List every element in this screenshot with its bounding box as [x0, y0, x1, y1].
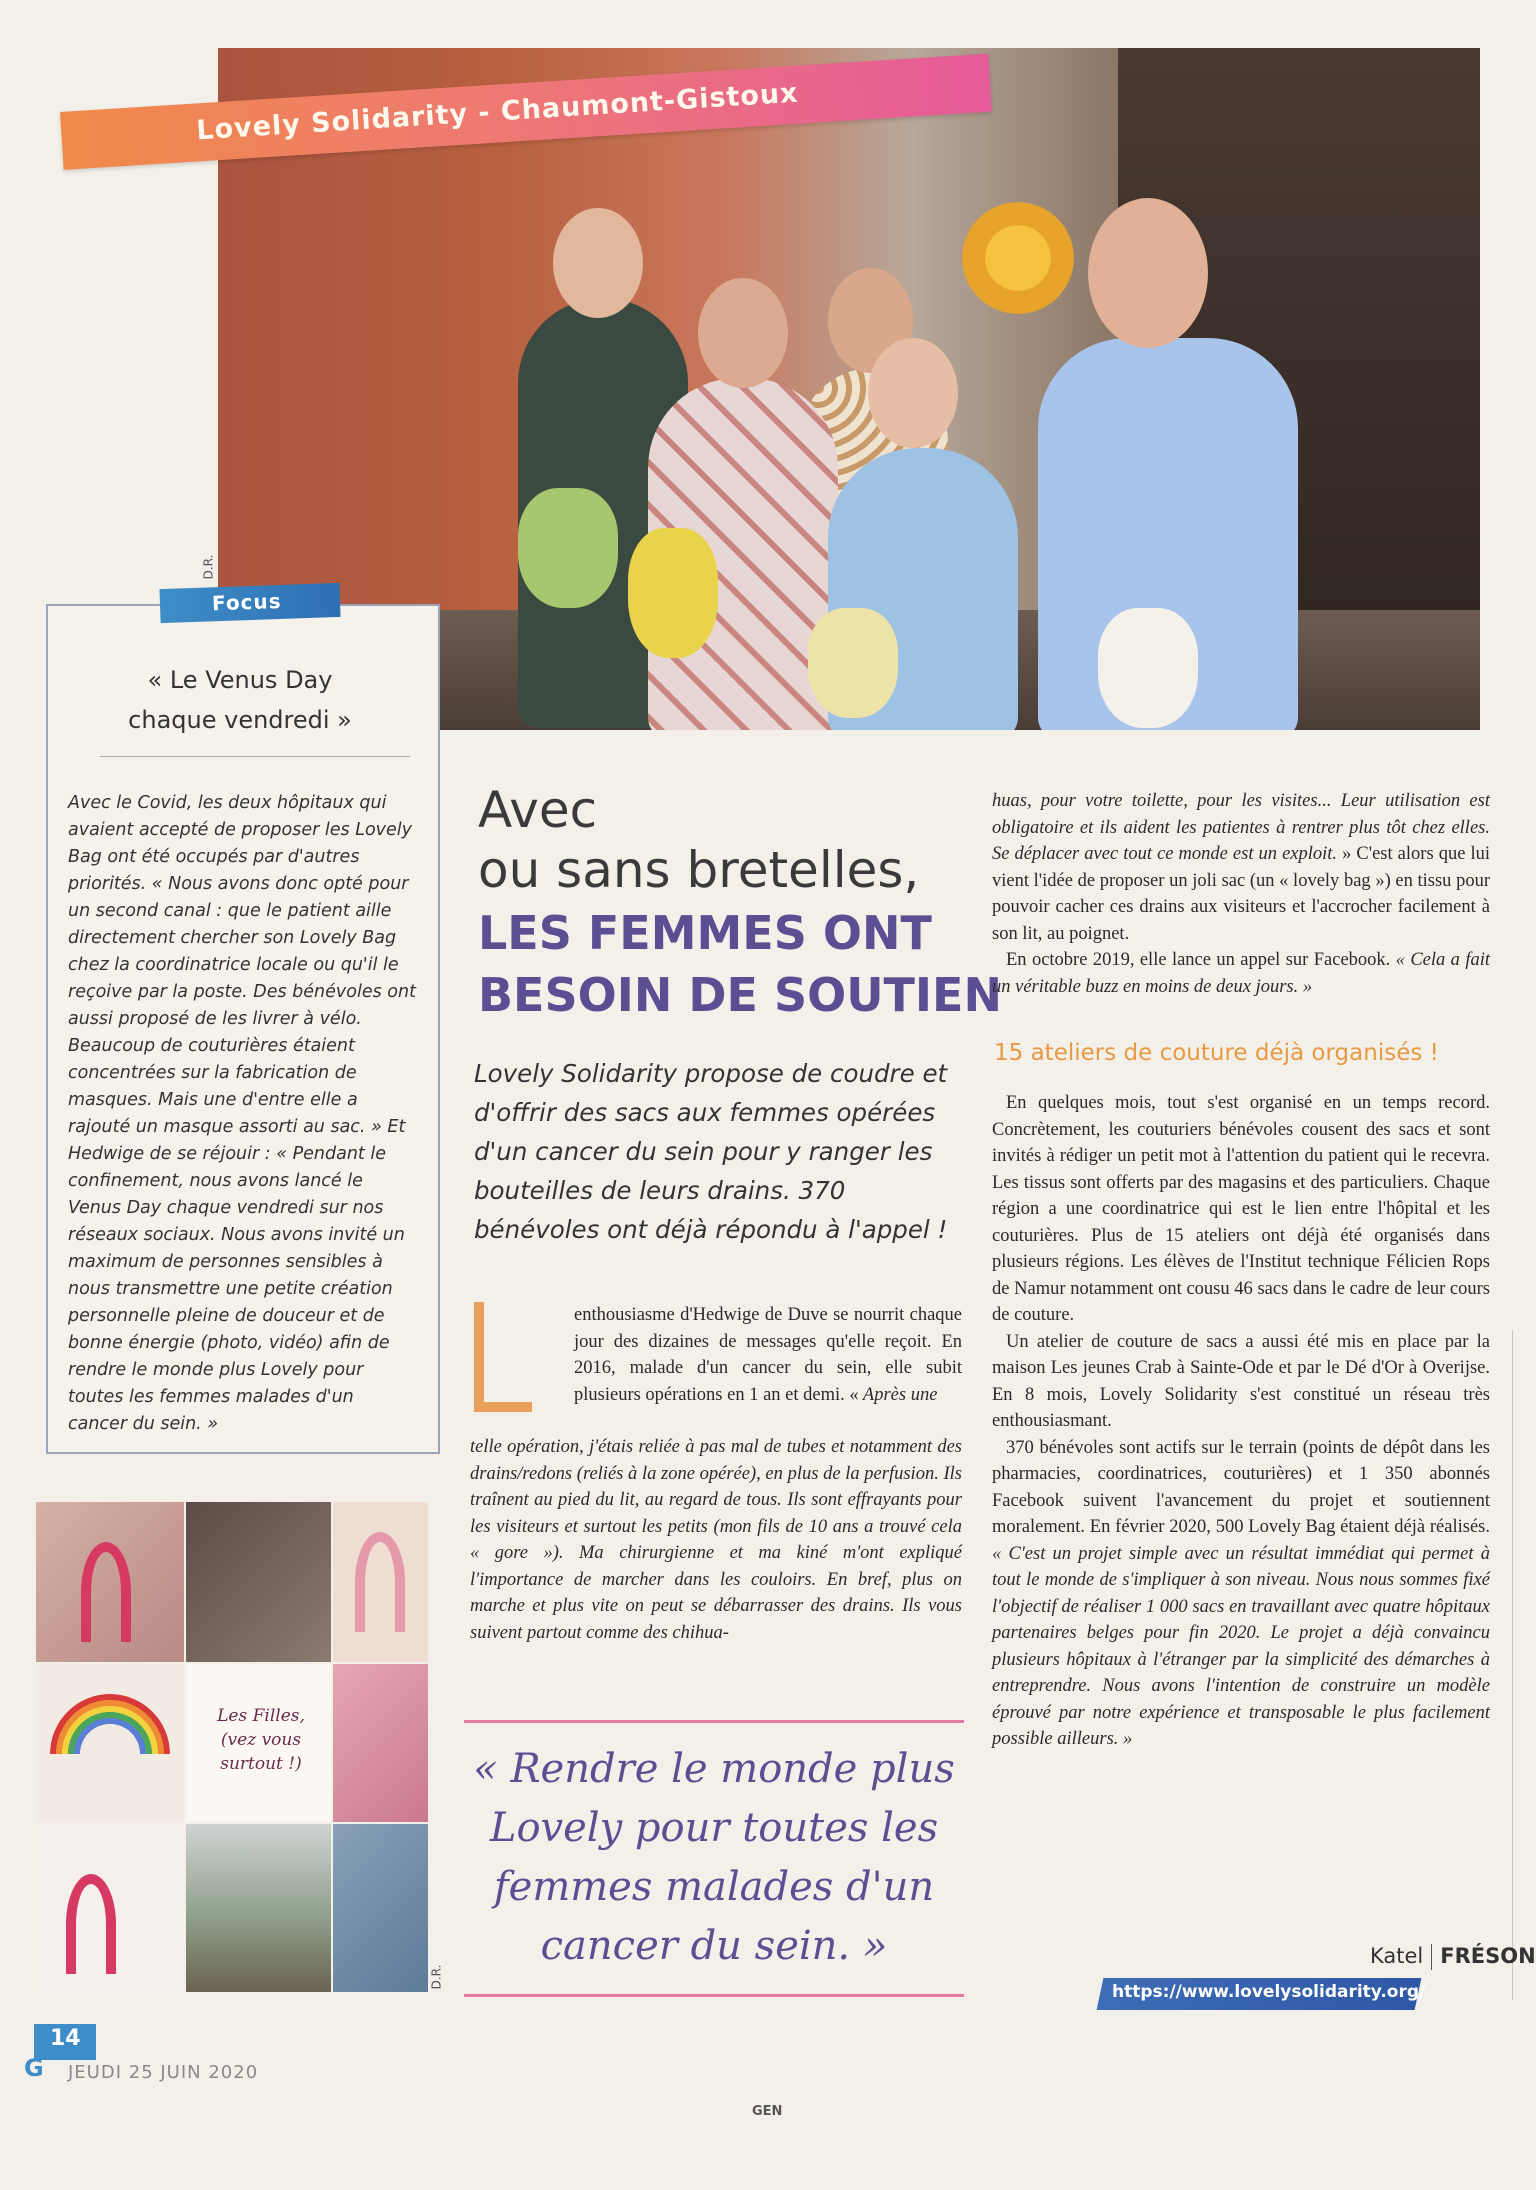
section-banner-title: Lovely Solidarity - Chaumont-Gistoux	[195, 77, 800, 147]
photo-collage	[36, 1502, 428, 1992]
headline-line-1: Avec	[478, 781, 598, 839]
footer-edition-mark: GEN	[752, 2104, 783, 2119]
photo-bag-white	[1098, 608, 1198, 728]
author-separator	[1431, 1944, 1432, 1970]
photo-bag-green	[518, 488, 618, 608]
column1-lead-text: enthousiasme d'Hedwige de Duve se nourrit chaque jour des dizaines de messages qu'elle reçoit. En 2016, malade d'un cancer du sein, elle subit plusieurs opérations en 1 an et demi. «	[574, 1305, 962, 1405]
author-first-name: Katel	[1370, 1944, 1424, 1968]
column2-paragraph-3: En quelques mois, tout s'est organisé en un temps record. Concrètement, les couturiers bénévoles cousent des sacs et sont invités à rédiger un petit mot à l'attention du patient qui le recevra. Les tissus sont offerts par des magasins et des particuliers. Chaque région a une coordinatrice qui est le lien entre l'hôpital et les couturières. Plus de 15 ateliers ont déjà été organisés dans plusieurs régions. Les élèves de l'Institut technique Félicien Rops de Namur notamment ont cousu 46 sacs dans le cadre de leur cours de couture.	[992, 1093, 1490, 1325]
column2-paragraph-4: Un atelier de couture de sacs a aussi été mis en place par la maison Les jeunes Crab à Sainte-Ode et par le Dé d'Or à Overijse. En 8 mois, Lovely Solidarity s'est constitué un réseau très enthousiasmant.	[992, 1331, 1490, 1431]
rainbow-drawing	[50, 1694, 170, 1754]
collage-tile-ribbon-cake	[36, 1502, 184, 1662]
column2-paragraph-5	[992, 1435, 1490, 1753]
photo-credit: D.R.	[201, 554, 216, 580]
pullquote-rule-bottom	[464, 1994, 964, 1997]
author-last-name: FRÉSON	[1440, 1944, 1536, 1968]
collage-tile-handwritten-note	[186, 1664, 331, 1822]
photo-head-5	[1088, 198, 1208, 348]
photo-bag-cream	[808, 608, 898, 718]
focus-tab	[159, 583, 340, 623]
pink-ribbon-icon	[66, 1874, 116, 1974]
column-right-rule	[1512, 1330, 1513, 2000]
collage-tile-ribbon-drawing	[333, 1502, 428, 1662]
section-subhead: 15 ateliers de couture déjà organisés !	[994, 1040, 1439, 1066]
collage-tile-tree-woman	[186, 1502, 331, 1662]
issue-date: JEUDI 25 JUIN 2020	[68, 2062, 259, 2083]
focus-title	[70, 660, 410, 740]
photo-bag-yellow	[628, 528, 718, 658]
website-link[interactable]: https://www.lovelysolidarity.org/	[1112, 1982, 1426, 2002]
collage-tile-flowers	[333, 1664, 428, 1822]
column2-p1-italic: huas, pour votre toilette, pour les visites... Leur utilisation est obligatoire et ils aident les patientes à rentrer plus tôt chez elles. Se déplacer avec tout ce monde est un exploit.	[992, 791, 1490, 864]
column2-paragraph-2	[992, 947, 1490, 1000]
column2-p2-text: En octobre 2019, elle lance un appel sur Facebook.	[1006, 950, 1391, 970]
pullquote-rule-top	[464, 1720, 964, 1723]
column2-p1-text: » C'est alors que lui vient l'idée de proposer un joli sac (un « lovely bag ») en tissu pour pouvoir cacher ces drains aux visiteurs et l'accrocher facilement à son lit, au poignet.	[992, 844, 1490, 944]
collage-tile-blue-card	[333, 1824, 428, 1992]
collage-tile-ribbon-flowers	[36, 1824, 184, 1992]
article-standfirst: Lovely Solidarity propose de coudre et d'offrir des sacs aux femmes opérées d'un cancer du sein pour y ranger les bouteilles de leurs drains. 370 bénévoles ont déjà répondu à l'appel !	[474, 1059, 948, 1244]
column2-top	[992, 788, 1490, 1000]
focus-divider	[100, 756, 410, 757]
headline-line-4: BESOIN DE SOUTIEN	[478, 968, 1002, 1022]
column2-bottom	[992, 1090, 1490, 1753]
focus-tab-label: Focus	[211, 588, 282, 616]
collage-tile-lake-photo	[186, 1824, 331, 1992]
page-number: 14	[50, 2026, 81, 2051]
photo-head-2	[698, 278, 788, 388]
photo-head-1	[553, 208, 643, 318]
focus-title-line-2: chaque vendredi »	[128, 706, 352, 734]
headline-line-3: LES FEMMES ONT	[478, 906, 932, 960]
column1-lead-italic: Après une	[858, 1384, 938, 1405]
photo-flower	[948, 198, 1088, 318]
collage-note-text: Les Filles, (vez vous surtout !)	[217, 1706, 305, 1774]
dropcap-letter-l	[474, 1302, 532, 1412]
photo-head-4	[868, 338, 958, 448]
column2-p5-italic: « C'est un projet simple avec un résultat immédiat qui permet à tout le monde de s'impliquer à son niveau. Nous nous sommes fixé l'objectif de réaliser 1 000 sacs en travaillant avec quatre hôpitaux partenaires belges pour fin 2020. Le projet a déjà convaincu plusieurs hôpitaux à l'étranger par la simplicité des démarches à entreprendre. Nous avons l'intention de construire un modèle éprouvé par notre expérience et transposable le plus facilement possible ailleurs. »	[992, 1543, 1490, 1749]
headline-line-2: ou sans bretelles,	[478, 841, 920, 899]
collage-credit: D.R.	[429, 1964, 444, 1990]
pink-ribbon-icon	[81, 1542, 131, 1642]
author-byline	[1370, 1944, 1536, 1970]
column1-lead	[574, 1302, 962, 1408]
focus-body-text: Avec le Covid, les deux hôpitaux qui avaient accepté de proposer les Lovely Bag ont été occupés par d'autres priorités. « Nous avons donc opté pour un second canal : que le patient aille directement chercher son Lovely Bag chez la coordinatrice locale ou qu'il le reçoive par la poste. Des bénévoles ont aussi proposé de les livrer à vélo. Beaucoup de couturières étaient concentrées sur la fabrication de masques. Mais une d'entre elle a rajouté un masque assorti au sac. » Et Hedwige de se réjouir : « Pendant le confinement, nous avons lancé le Venus Day chaque vendredi sur nos réseaux sociaux. Nous avons invité un maximum de personnes sensibles à nous transmettre une petite création personnelle pleine de douceur et de bonne énergie (photo, vidéo) afin de rendre le monde plus Lovely pour toutes les femmes malades d'un cancer du sein. »	[68, 793, 416, 1434]
collage-tile-rainbow	[36, 1664, 184, 1822]
pink-ribbon-icon	[355, 1532, 405, 1632]
column1-body: telle opération, j'étais reliée à pas mal de tubes et notamment des drains/redons (reliés à la zone opérée), en plus de la perfusion. Ils traînent au pied du lit, au regard de tous. Ils sont effrayants pour les visiteurs et surtout les petits (mon fils de 10 ans a trouvé cela « gore »). Ma chirurgienne et ma kiné m'ont expliqué l'importance de marcher dans les couloirs. En bref, plus on marche et plus vite on peut se débarrasser des drains. Ils vous suivent partout comme des chihua-	[470, 1437, 962, 1643]
column2-p5-text: 370 bénévoles sont actifs sur le terrain (points de dépôt dans les pharmacies, coordinatrices, couturières) et 1 350 abonnés Facebook suivent l'avancement du projet et soutiennent moralement. En février 2020, 500 Lovely Bag étaient déjà réalisés.	[992, 1437, 1490, 1537]
pullquote: « Rendre le monde plus Lovely pour toutes les femmes malades d'un cancer du sein. »	[473, 1746, 955, 1969]
focus-title-line-1: « Le Venus Day	[147, 666, 333, 694]
column2-paragraph-1	[992, 788, 1490, 947]
publication-logo-icon: G	[24, 2054, 44, 2082]
column2-p2-italic: « Cela a fait un véritable buzz en moins de deux jours. »	[992, 950, 1490, 997]
